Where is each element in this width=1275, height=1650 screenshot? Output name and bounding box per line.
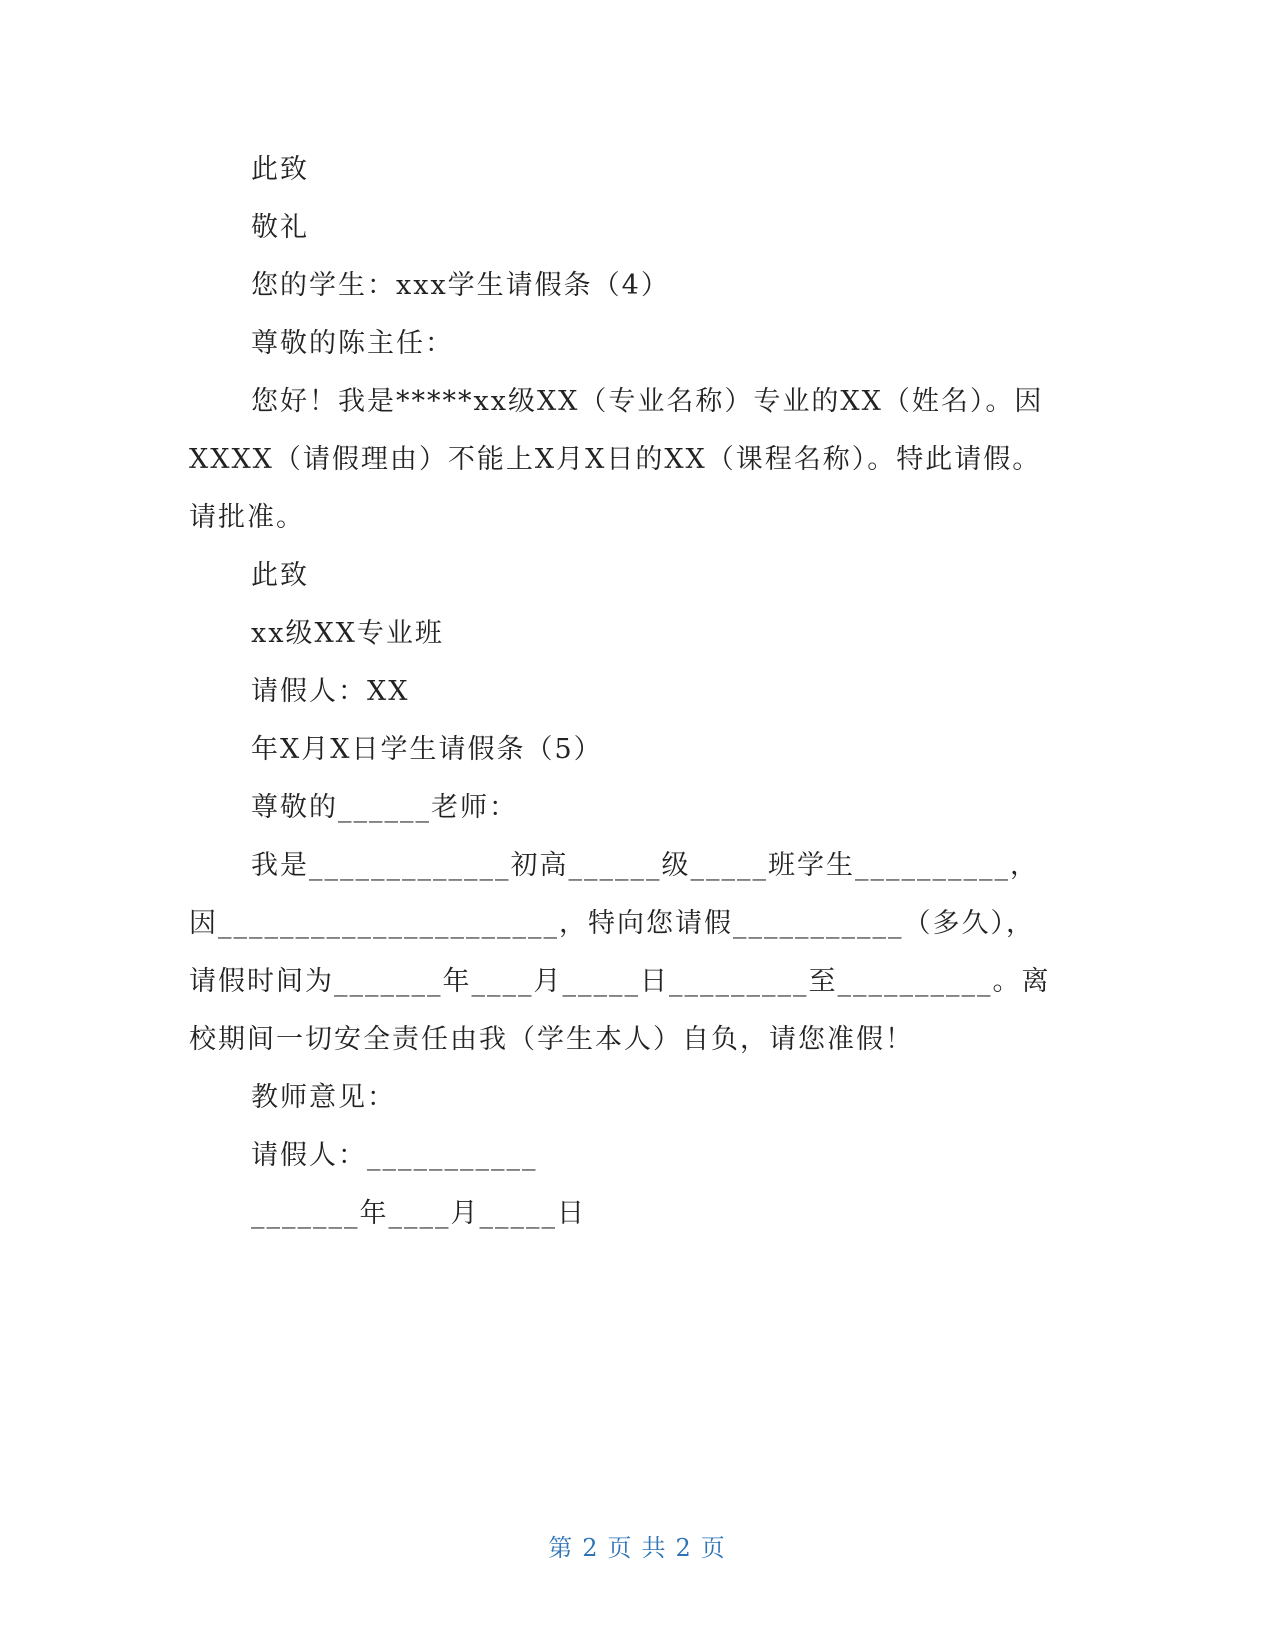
teacher-opinion-label: 教师意见： <box>251 1082 396 1113</box>
applicant-signature-line: 请假人：___________ <box>251 1140 538 1171</box>
signature-title-line: 您的学生：xxx学生请假条（4） <box>251 270 670 301</box>
closing-respect: 敬礼 <box>251 212 309 243</box>
footer-prefix: 第 <box>548 1534 575 1562</box>
greeting: 尊敬的陈主任： <box>251 328 454 359</box>
body-paragraph-line: 请批准。 <box>189 502 305 533</box>
signature-date-line: _______年____月_____日 <box>251 1198 586 1229</box>
greeting: 尊敬的______老师： <box>251 792 518 823</box>
class-name-line: xx级XX专业班 <box>251 618 444 649</box>
footer-current-page: 2 <box>582 1534 600 1562</box>
body-paragraph-line: XXXX（请假理由）不能上X月X日的XX（课程名称）。特此请假。 <box>189 444 1042 475</box>
body-paragraph-line: 我是_____________初高______级_____班学生__________， <box>251 850 1039 881</box>
body-paragraph-line: 因______________________，特向您请假___________（多久）， <box>189 908 1035 939</box>
body-paragraph-line: 请假时间为_______年____月_____日_________至__________。离 <box>189 966 1051 997</box>
footer-suffix: 页 <box>700 1534 727 1562</box>
closing-salutation: 此致 <box>251 154 309 185</box>
footer-page-word: 页 <box>607 1534 634 1562</box>
applicant-line: 请假人：XX <box>251 676 410 707</box>
footer-total-word: 共 <box>641 1534 668 1562</box>
page-number-footer <box>0 1532 1275 1564</box>
body-paragraph-line: 校期间一切安全责任由我（学生本人）自负，请您准假！ <box>189 1024 914 1055</box>
closing-salutation: 此致 <box>251 560 309 591</box>
date-title-line: 年X月X日学生请假条（5） <box>251 734 603 765</box>
body-paragraph-line: 您好！我是*****xx级XX（专业名称）专业的XX（姓名）。因 <box>251 386 1044 417</box>
footer-total-pages: 2 <box>675 1534 693 1562</box>
